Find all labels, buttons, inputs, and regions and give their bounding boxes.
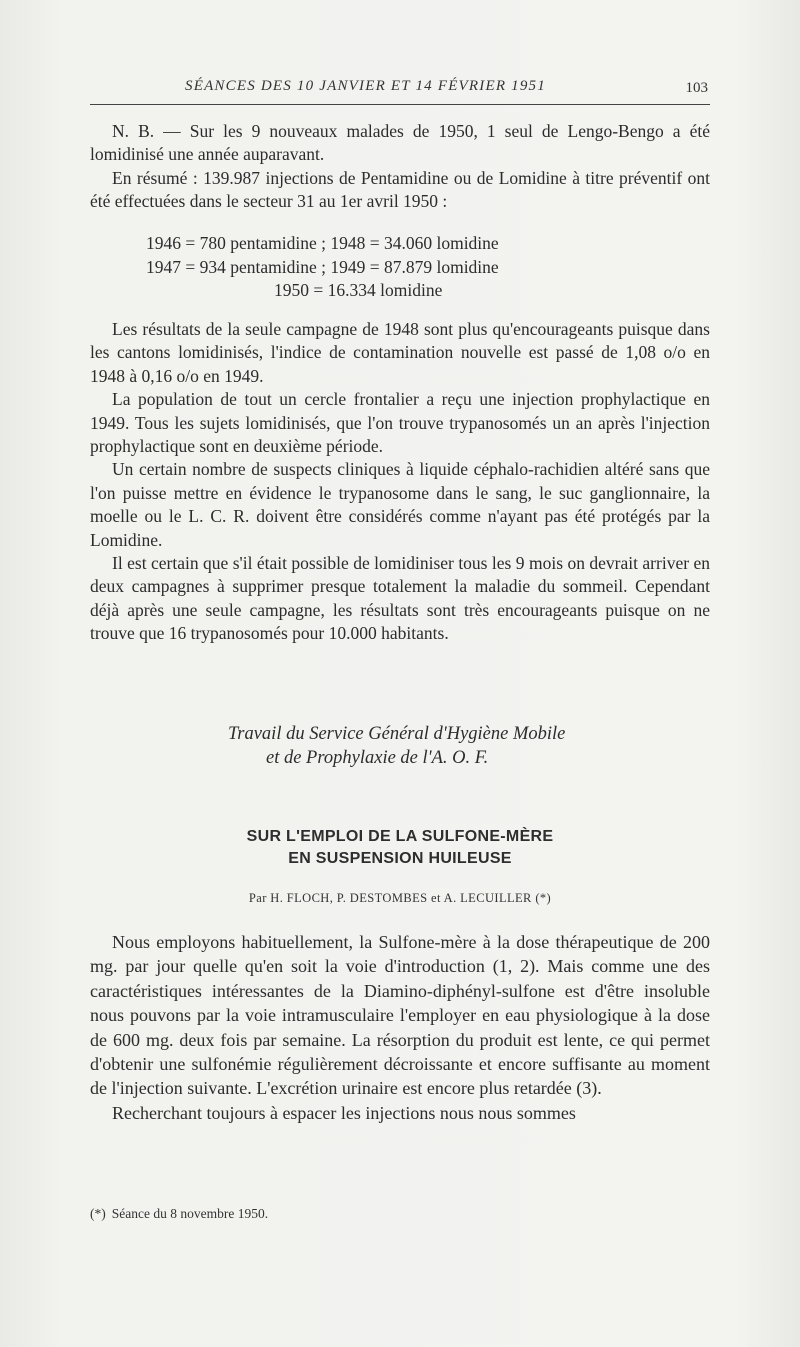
body-paragraph: Les résultats de la seule campagne de 1948 sont plus qu'encourageants puisque dans les cantons lomidinisés, l'indice de contamination nouvelle est passé de 1,08 o/o en 1948 à 0,16 o/o en 1949.	[90, 319, 710, 386]
footnote-mark: (*)	[90, 1206, 106, 1221]
service-signature	[90, 722, 710, 770]
title-line: EN SUSPENSION HUILEUSE	[288, 850, 512, 867]
title-line: SUR L'EMPLOI DE LA SULFONE-MÈRE	[246, 828, 554, 845]
results-section	[90, 318, 710, 646]
body-paragraph: Nous employons habituellement, la Sulfone-mère à la dose thérapeutique de 200 mg. par jour quelle qu'en soit la voie d'introduction (1, 2). Mais comme une des caractéristiques intéressantes de la Diamino-diphényl-sulfone est d'être insoluble nous pouvons par la voie intramusculaire l'employer en eau physiologique à la dose de 600 mg. deux fois par semaine. La résorption du produit est lente, ce qui permet d'obtenir une sulfonémie régulièrement décroissante et encore suffisante au moment de l'injection suivante. L'excrétion urinaire est encore plus retardée (3).	[90, 932, 710, 1099]
article-title	[90, 826, 710, 870]
body-paragraph: La population de tout un cercle frontalier a reçu une injection prophylactique en 1949. Tous les sujets lomidinisés, que l'on trouve trypanosomés un an après l'injection prophylactique sont en deuxième période.	[90, 389, 710, 457]
nb-paragraph: N. B. — Sur les 9 nouveaux malades de 1950, 1 seul de Lengo-Bengo a été lomidinisé une année auparavant.	[90, 121, 710, 165]
nb-section	[90, 120, 710, 214]
body-paragraph: Recherchant toujours à espacer les injections nous nous sommes	[112, 1102, 576, 1123]
injection-counts	[90, 232, 710, 303]
body-paragraph: Il est certain que s'il était possible de lomidiniser tous les 9 mois on devrait arriver en deux campagnes à supprimer presque totalement la maladie du sommeil. Cependant déjà après une seule campagne, les résultats sont très encourageants puisque on ne trouve que 16 trypanosomés pour 10.000 habitants.	[90, 553, 710, 644]
body-paragraph: Un certain nombre de suspects cliniques à liquide céphalo-rachidien altéré sans que l'on puisse mettre en évidence le trypanosome dans le sang, le suc ganglionnaire, la moelle ou le L. C. R. doivent être considérés comme n'ayant pas été protégés par la Lomidine.	[90, 459, 710, 550]
footnote	[90, 1206, 710, 1222]
running-header	[90, 78, 710, 105]
footnote-text: Séance du 8 novembre 1950.	[111, 1206, 269, 1221]
author-byline: Par H. FLOCH, P. DESTOMBES et A. LECUILLER (*)	[248, 891, 552, 905]
signature-line: Travail du Service Général d'Hygiène Mobile	[228, 724, 566, 744]
running-title: SÉANCES DES 10 JANVIER ET 14 FÉVRIER 1951	[185, 78, 546, 94]
page-number: 103	[685, 80, 708, 96]
count-line: 1947 = 934 pentamidine ; 1949 = 87.879 lomidine	[146, 256, 499, 277]
count-line: 1950 = 16.334 lomidine	[274, 280, 443, 300]
summary-paragraph: En résumé : 139.987 injections de Pentamidine ou de Lomidine à titre préventif ont été effectuées dans le secteur 31 au 1er avril 1950 :	[90, 167, 710, 212]
signature-line: et de Prophylaxie de l'A. O. F.	[266, 748, 489, 768]
article-body	[90, 930, 710, 1125]
count-line: 1946 = 780 pentamidine ; 1948 = 34.060 lomidine	[146, 233, 499, 253]
